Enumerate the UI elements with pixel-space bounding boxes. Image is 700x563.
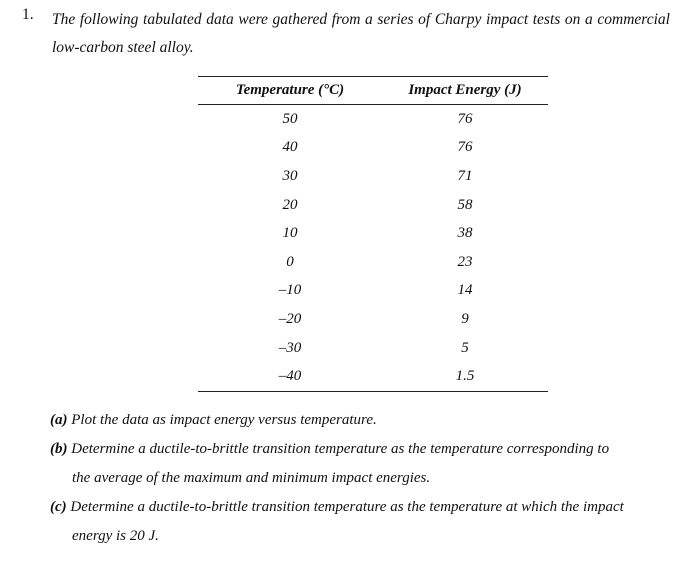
- temperature-cell: –40: [278, 368, 302, 385]
- impact-energy-cell: 23: [457, 253, 473, 270]
- impact-energy-cell: 76: [457, 110, 473, 127]
- part-b-text: Determine a ductile-to-brittle transition temperature as the temperature corresponding to: [71, 441, 610, 457]
- impact-energy-cell: 58: [457, 196, 473, 213]
- impact-energy-column-header: Impact Energy (J): [408, 82, 522, 98]
- table-row: [198, 219, 548, 248]
- temperature-cell: 40: [282, 139, 298, 156]
- temperature-cell: 50: [282, 110, 298, 127]
- part-c-label: (c): [50, 499, 67, 515]
- temperature-cell: 30: [282, 167, 298, 184]
- table-row: [198, 248, 548, 277]
- question-parts: [50, 406, 672, 551]
- part-a: [50, 406, 672, 435]
- table-row: [198, 134, 548, 163]
- table-row: [198, 305, 548, 334]
- temperature-cell: –10: [278, 282, 302, 299]
- part-c-continuation: energy is 20 J.: [72, 528, 159, 544]
- question-number: 1.: [22, 6, 34, 23]
- part-c: [50, 493, 672, 522]
- table-row: [198, 362, 548, 391]
- temperature-column-header: Temperature (°C): [235, 82, 345, 98]
- impact-energy-cell: 76: [457, 139, 473, 156]
- impact-energy-cell: 1.5: [455, 368, 475, 385]
- temperature-cell: 10: [282, 225, 298, 242]
- impact-energy-cell: 14: [457, 282, 473, 299]
- temperature-cell: –20: [278, 310, 302, 327]
- part-b-continuation: the average of the maximum and minimum impact energies.: [72, 470, 431, 486]
- part-b: [50, 435, 672, 464]
- impact-energy-cell: 71: [457, 167, 473, 184]
- part-a-text: Plot the data as impact energy versus temperature.: [71, 412, 377, 428]
- impact-energy-cell: 9: [461, 310, 469, 327]
- table-row: [198, 191, 548, 220]
- table-row: [198, 334, 548, 363]
- impact-energy-cell: 38: [457, 225, 473, 242]
- temperature-cell: 0: [286, 253, 294, 270]
- part-a-label: (a): [50, 412, 68, 428]
- impact-energy-cell: 5: [461, 339, 469, 356]
- part-c-text: Determine a ductile-to-brittle transition temperature as the temperature at which the impact: [70, 499, 624, 515]
- question-text: The following tabulated data were gathered from a series of Charpy impact tests on a commercial low-carbon steel alloy.: [52, 11, 670, 56]
- part-b-label: (b): [50, 441, 68, 457]
- table-row: [198, 277, 548, 306]
- table-row: [198, 105, 548, 134]
- temperature-cell: 20: [282, 196, 298, 213]
- charpy-data-table: [198, 76, 548, 392]
- table-row: [198, 162, 548, 191]
- table-header-row: [198, 77, 548, 105]
- temperature-cell: –30: [278, 339, 302, 356]
